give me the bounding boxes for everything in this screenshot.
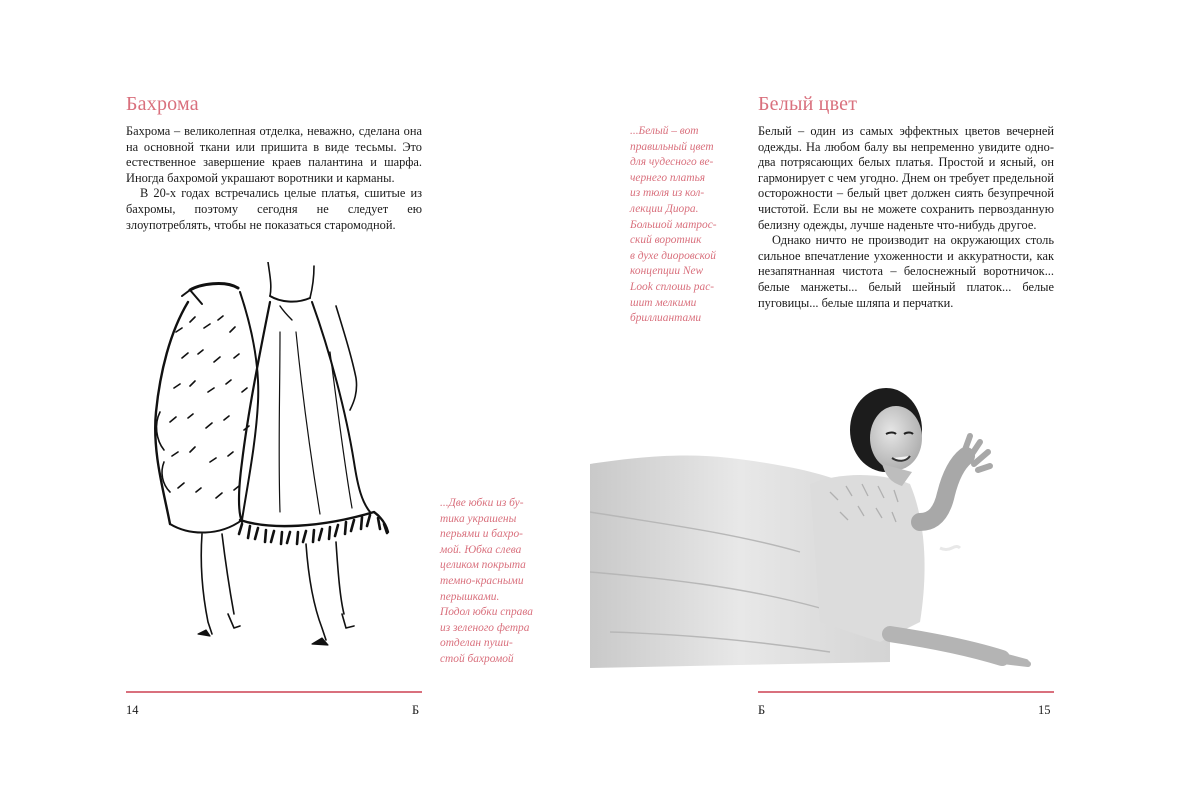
section-body-fringe bbox=[126, 124, 422, 233]
caption-line: Большой матрос- bbox=[630, 218, 717, 231]
paragraph: Белый – один из самых эффектных цветов вечерней одежды. На любом балу вы непременно увидите одно-два потрясающих белых платья. Простой и ясный, он гармонирует с чем угодно. Днем он требует предельной осторожности – белый цвет должен сиять безупречной чистотой. Если вы не можете сохранить первозданную белизну одежды, лучше наденьте что-нибудь другое. bbox=[758, 124, 1054, 232]
caption-line: перьями и бахро- bbox=[440, 528, 523, 541]
footer-rule bbox=[758, 691, 1054, 693]
caption-line: отделан пуши- bbox=[440, 637, 513, 650]
caption-line: Look сплошь рас- bbox=[630, 280, 715, 293]
photo-woman-in-white-dress bbox=[590, 372, 1040, 672]
section-body-white bbox=[758, 124, 1054, 311]
paragraph: В 20-х годах встречались целые платья, сшитые из бахромы, поэтому сегодня не следует ею злоупотреблять, чтобы не показаться старомодной. bbox=[126, 186, 422, 232]
caption-line: для чудесного ве- bbox=[630, 156, 714, 169]
paragraph: Бахрома – великолепная отделка, неважно, сделана она на основной ткани или пришита в виде тесьмы. Это естественное завершение краев палантина и шарфа. Иногда бахромой украшают воротники и карманы. bbox=[126, 124, 422, 185]
page-number: 14 bbox=[126, 703, 139, 717]
caption-line: темно-красными bbox=[440, 574, 524, 587]
section-heading-fringe: Бахрома bbox=[126, 93, 199, 115]
caption-line: ...Две юбки из бу- bbox=[440, 497, 524, 509]
right-page bbox=[590, 0, 1180, 801]
page-number: 15 bbox=[1038, 703, 1051, 717]
caption-line: стой бахромой bbox=[440, 652, 514, 665]
caption-line: перышками. bbox=[440, 590, 500, 603]
section-heading-white: Белый цвет bbox=[758, 93, 858, 115]
caption-line: чернего платья bbox=[630, 171, 706, 184]
caption-line: из зеленого фетра bbox=[440, 621, 530, 634]
caption-line: Подол юбки справа bbox=[440, 606, 533, 619]
running-letter: Б bbox=[412, 703, 420, 717]
footer-rule bbox=[126, 691, 422, 693]
caption-line: тика украшены bbox=[440, 512, 517, 525]
caption-line: лекции Диора. bbox=[630, 202, 699, 215]
caption-line: ...Белый – вот bbox=[630, 125, 699, 137]
fashion-sketch-two-skirts bbox=[130, 262, 420, 682]
running-letter: Б bbox=[758, 703, 766, 717]
caption-line: мой. Юбка слева bbox=[440, 543, 522, 556]
caption-white bbox=[630, 124, 762, 327]
caption-line: концепции New bbox=[630, 265, 704, 278]
caption-line: правильный цвет bbox=[630, 140, 714, 153]
caption-fringe bbox=[440, 496, 570, 668]
caption-line: целиком покрыта bbox=[440, 559, 526, 572]
caption-line: в духе диоровской bbox=[630, 249, 716, 262]
caption-line: бриллиантами bbox=[630, 312, 702, 325]
paragraph: Однако ничто не производит на окружающих столь сильное впечатление ухоженности и аккуратности, как незапятнанная чистота – белоснежный воротничок... белые манжеты... белый шейный платок... белые пуговицы... белые шляпа и перчатки. bbox=[758, 233, 1054, 310]
caption-line: ский воротник bbox=[630, 234, 702, 247]
caption-line: шит мелкими bbox=[630, 296, 697, 309]
caption-line: из тюля из кол- bbox=[630, 187, 705, 200]
